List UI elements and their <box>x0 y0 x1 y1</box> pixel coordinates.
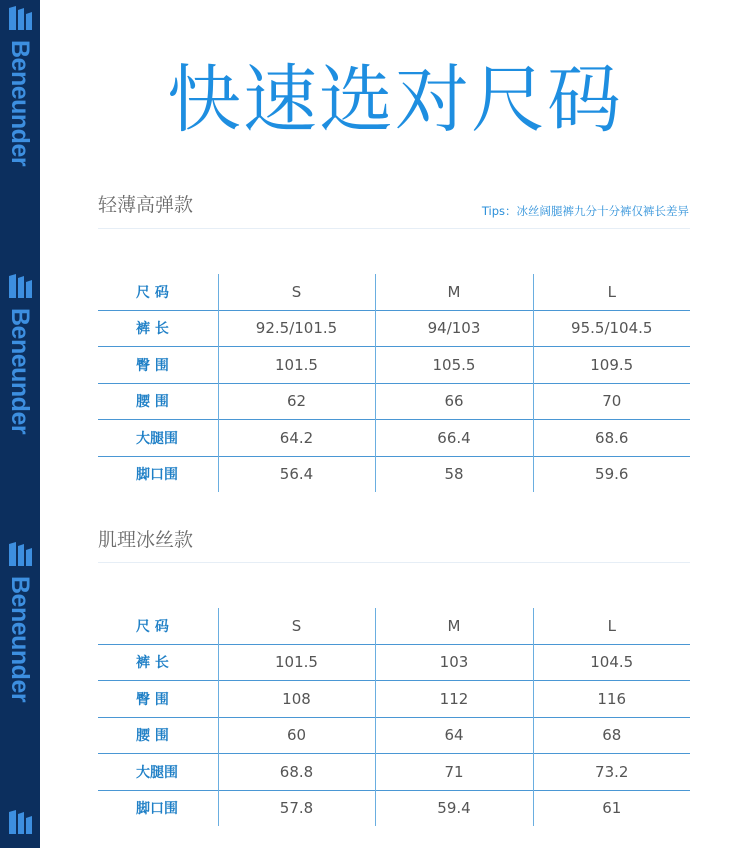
table-row <box>98 754 690 791</box>
row-label: 臀 围 <box>98 347 218 384</box>
table-cell: 68 <box>533 717 690 754</box>
table-cell: 95.5/104.5 <box>533 310 690 347</box>
table-cell: 108 <box>218 681 375 718</box>
table-row <box>98 310 690 347</box>
table-cell: 68.8 <box>218 754 375 791</box>
size-table-1 <box>98 274 690 492</box>
table-cell: 64 <box>375 717 533 754</box>
table-cell: 70 <box>533 383 690 420</box>
row-label: 脚口围 <box>98 456 218 492</box>
table-cell: 71 <box>375 754 533 791</box>
row-label: 大腿围 <box>98 420 218 457</box>
header-cell: L <box>533 608 690 644</box>
table-cell: 59.4 <box>375 790 533 826</box>
brand-block <box>0 540 40 808</box>
header-cell: L <box>533 274 690 310</box>
table-cell: 109.5 <box>533 347 690 384</box>
brand-strip <box>0 0 40 848</box>
table-cell: 62 <box>218 383 375 420</box>
section-title: 肌理冰丝款 <box>98 529 194 551</box>
header-cell: M <box>375 274 533 310</box>
beneunder-logo-icon <box>7 808 33 836</box>
table-cell: 64.2 <box>218 420 375 457</box>
table-cell: 59.6 <box>533 456 690 492</box>
table-row <box>98 383 690 420</box>
table-row <box>98 420 690 457</box>
brand-name: Beneunder <box>6 308 34 435</box>
table-row <box>98 644 690 681</box>
header-cell: 尺 码 <box>136 284 169 301</box>
brand-block <box>0 808 40 848</box>
table-cell: 104.5 <box>533 644 690 681</box>
page-title: 快速选对尺码 <box>167 57 623 143</box>
table-cell: 116 <box>533 681 690 718</box>
row-label: 脚口围 <box>98 790 218 826</box>
table-cell: 101.5 <box>218 644 375 681</box>
table-header-row <box>98 608 690 644</box>
row-label: 大腿围 <box>98 754 218 791</box>
table-cell: 101.5 <box>218 347 375 384</box>
table-cell: 56.4 <box>218 456 375 492</box>
row-label: 臀 围 <box>98 681 218 718</box>
section-divider <box>98 228 690 229</box>
table-cell: 57.8 <box>218 790 375 826</box>
brand-name: Beneunder <box>6 40 34 167</box>
table-cell: 103 <box>375 644 533 681</box>
table-cell: 66.4 <box>375 420 533 457</box>
table-cell: 66 <box>375 383 533 420</box>
table-cell: 58 <box>375 456 533 492</box>
table-cell: 60 <box>218 717 375 754</box>
beneunder-logo-icon <box>7 272 33 300</box>
header-cell: 尺 码 <box>136 618 169 635</box>
row-label: 腰 围 <box>98 383 218 420</box>
beneunder-logo-icon <box>7 4 33 32</box>
table-cell: 92.5/101.5 <box>218 310 375 347</box>
table-cell: 68.6 <box>533 420 690 457</box>
table-row <box>98 717 690 754</box>
size-table-2 <box>98 608 690 826</box>
header-cell: S <box>218 608 375 644</box>
tips-note: Tips：冰丝阔腿裤九分十分裤仅裤长差异 <box>481 204 689 218</box>
brand-block <box>0 4 40 272</box>
row-label: 腰 围 <box>98 717 218 754</box>
table-row <box>98 790 690 826</box>
row-label: 裤 长 <box>98 310 218 347</box>
table-cell: 61 <box>533 790 690 826</box>
brand-name: Beneunder <box>6 576 34 703</box>
header-cell: S <box>218 274 375 310</box>
brand-block <box>0 272 40 540</box>
section-divider <box>98 562 690 563</box>
table-row <box>98 681 690 718</box>
header-cell: M <box>375 608 533 644</box>
beneunder-logo-icon <box>7 540 33 568</box>
table-header-row <box>98 274 690 310</box>
table-cell: 105.5 <box>375 347 533 384</box>
section-title: 轻薄高弹款 <box>98 194 194 216</box>
table-cell: 94/103 <box>375 310 533 347</box>
table-row <box>98 347 690 384</box>
row-label: 裤 长 <box>98 644 218 681</box>
table-cell: 73.2 <box>533 754 690 791</box>
table-row <box>98 456 690 492</box>
table-cell: 112 <box>375 681 533 718</box>
